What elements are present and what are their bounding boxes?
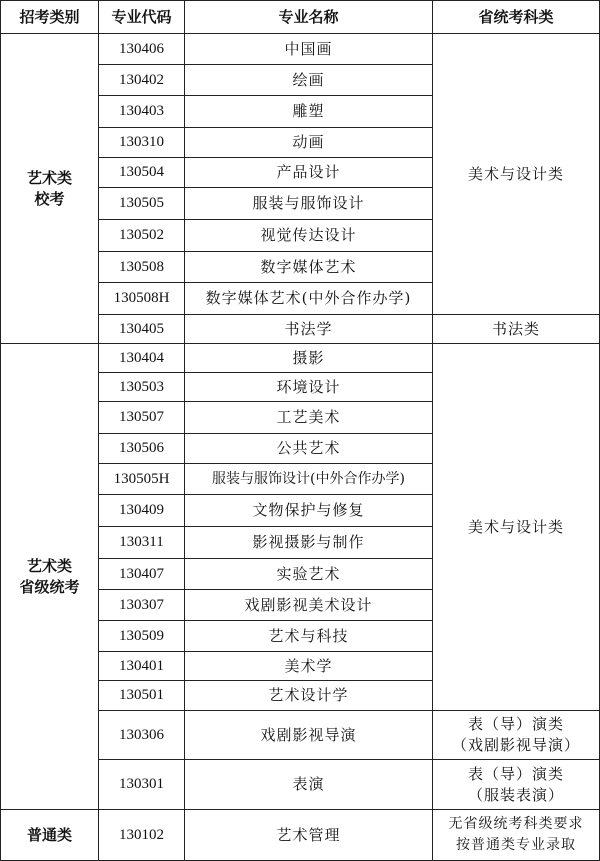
major-code: 130406	[99, 34, 185, 65]
major-name: 服装与服饰设计(中外合作办学)	[185, 464, 433, 495]
major-name: 书法学	[185, 315, 433, 344]
major-name: 服装与服饰设计	[185, 188, 433, 220]
major-code: 130311	[99, 527, 185, 559]
category-label: 普通类	[26, 825, 72, 844]
major-code: 130503	[99, 373, 185, 402]
major-name: 实验艺术	[185, 559, 433, 590]
table-row	[1, 344, 600, 373]
major-code: 130403	[99, 96, 185, 128]
major-code: 130508H	[99, 283, 185, 315]
exam-class-cell	[433, 711, 600, 760]
exam-class-line: 表（导）演类	[467, 764, 564, 783]
major-name: 美术学	[185, 652, 433, 681]
major-code: 130507	[99, 402, 185, 434]
major-code: 130404	[99, 344, 185, 373]
major-name: 戏剧影视导演	[185, 711, 433, 760]
major-name: 中国画	[185, 34, 433, 65]
table-row	[1, 810, 600, 861]
major-name: 公共艺术	[185, 434, 433, 464]
category-cell	[1, 344, 99, 810]
exam-class-line: 无省级统考科类要求	[448, 816, 584, 832]
table-row	[1, 34, 600, 65]
major-name: 产品设计	[185, 158, 433, 188]
major-code: 130502	[99, 220, 185, 252]
header-category: 招考类别	[1, 1, 99, 34]
header-name: 专业名称	[185, 1, 433, 34]
major-name: 影视摄影与制作	[185, 527, 433, 559]
exam-class-line: 按普通类专业录取	[456, 837, 576, 853]
major-name: 环境设计	[185, 373, 433, 402]
major-code: 130407	[99, 559, 185, 590]
major-code: 130508	[99, 252, 185, 283]
header-row	[1, 1, 600, 34]
exam-class-line: （服装表演）	[467, 785, 564, 804]
major-code: 130401	[99, 652, 185, 681]
major-code: 130307	[99, 590, 185, 621]
exam-class-cell: 书法类	[433, 315, 600, 344]
major-name: 艺术管理	[185, 810, 433, 861]
major-name: 表演	[185, 760, 433, 810]
exam-class-line: 表（导）演类	[467, 715, 564, 733]
major-code: 130310	[99, 128, 185, 158]
major-name: 艺术设计学	[185, 681, 433, 711]
major-name: 文物保护与修复	[185, 495, 433, 527]
exam-class-cell: 美术与设计类	[433, 344, 600, 711]
major-name: 数字媒体艺术(中外合作办学)	[185, 283, 433, 315]
major-name: 绘画	[185, 65, 433, 96]
major-name: 雕塑	[185, 96, 433, 128]
major-name: 动画	[185, 128, 433, 158]
category-cell	[1, 810, 99, 861]
major-code: 130409	[99, 495, 185, 527]
major-code: 130501	[99, 681, 185, 711]
major-name: 工艺美术	[185, 402, 433, 434]
header-code: 专业代码	[99, 1, 185, 34]
exam-class-cell	[433, 760, 600, 810]
major-code: 130505H	[99, 464, 185, 495]
major-code: 130306	[99, 711, 185, 760]
major-name: 数字媒体艺术	[185, 252, 433, 283]
category-label: 艺术类	[26, 168, 72, 187]
major-name: 摄影	[185, 344, 433, 373]
major-code: 130504	[99, 158, 185, 188]
category-label: 校考	[34, 189, 65, 208]
exam-class-line: （戏剧影视导演）	[451, 736, 580, 754]
major-code: 130506	[99, 434, 185, 464]
major-code: 130509	[99, 621, 185, 652]
header-exam-class: 省统考科类	[433, 1, 600, 34]
category-cell	[1, 34, 99, 344]
major-name: 艺术与科技	[185, 621, 433, 652]
major-code: 130405	[99, 315, 185, 344]
exam-class-cell	[433, 810, 600, 861]
major-code: 130102	[99, 810, 185, 861]
major-code: 130301	[99, 760, 185, 810]
category-label: 艺术类	[26, 556, 72, 575]
major-name: 视觉传达设计	[185, 220, 433, 252]
exam-class-cell: 美术与设计类	[433, 34, 600, 315]
major-code: 130505	[99, 188, 185, 220]
major-code: 130402	[99, 65, 185, 96]
major-name: 戏剧影视美术设计	[185, 590, 433, 621]
category-label: 省级统考	[19, 577, 80, 596]
